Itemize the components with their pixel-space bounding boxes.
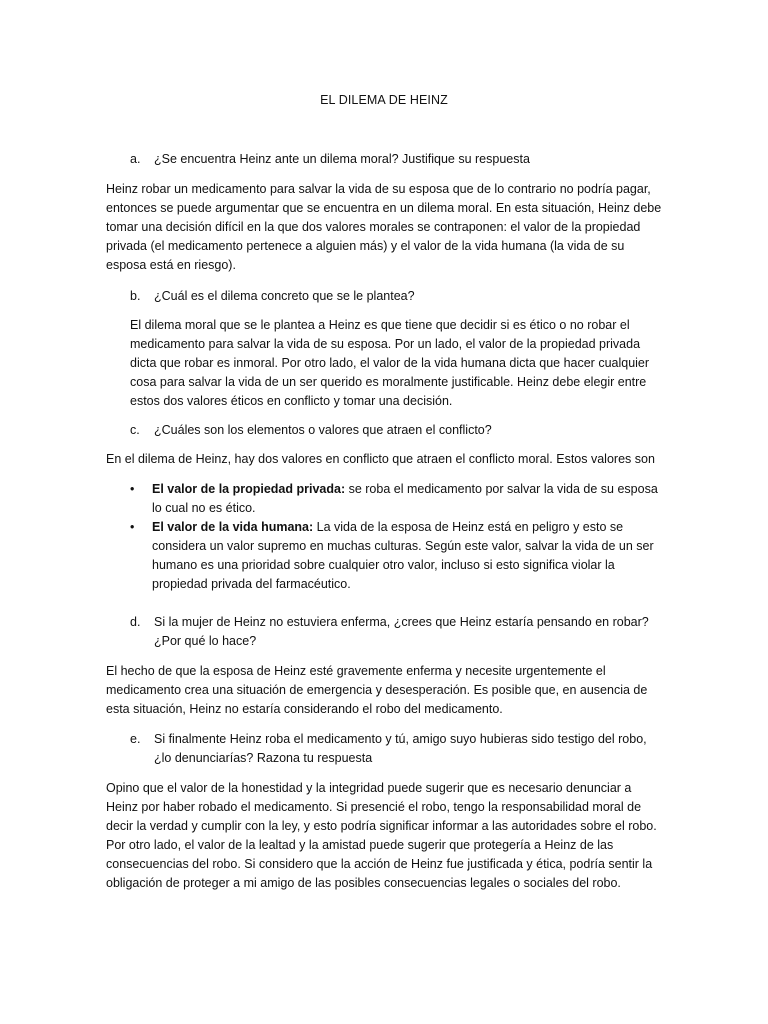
answer-c: En el dilema de Heinz, hay dos valores en conflicto que atraen el conflicto moral. Estos valores son bbox=[106, 452, 655, 466]
answer-a: Heinz robar un medicamento para salvar la vida de su esposa que de lo contrario no podría pagar, entonces se puede argumentar que se encuentra en un dilema moral. En esta situación, Heinz debe tomar una decisión difícil en la que dos valores morales se contraponen: el valor de la propiedad privada (el medicamento pertenece a alguien más) y el valor de la vida humana (la vida de su esposa está en riesgo). bbox=[106, 182, 662, 272]
bullet-icon: • bbox=[130, 520, 135, 534]
question-a-letter: a. bbox=[130, 152, 141, 166]
question-e bbox=[106, 730, 662, 768]
question-b-text: ¿Cuál es el dilema concreto que se le plantea? bbox=[154, 289, 415, 303]
question-c-text: ¿Cuáles son los elementos o valores que atraen el conflicto? bbox=[154, 423, 492, 437]
list-item-heading: El valor de la propiedad privada: bbox=[152, 482, 346, 496]
answer-e: Opino que el valor de la honestidad y la integridad puede sugerir que es necesario denunciar a Heinz por haber robado el medicamento. Si presencié el robo, tengo la responsabilidad moral de decir la verdad y cumplir con la ley, y esto podría significar informar a las autoridades sobre el robo. Por otro lado, el valor de la lealtad y la amistad puede sugerir que protegería a Heinz de las consecuencias del robo. Si considero que la acción de Heinz fue justificada y ética, podría sentir la obligación de proteger a mi amigo de las posibles consecuencias legales o sociales del robo. bbox=[106, 781, 657, 890]
question-d-letter: d. bbox=[130, 615, 141, 629]
question-b bbox=[106, 287, 662, 306]
document-body bbox=[106, 150, 662, 893]
question-d-text: Si la mujer de Heinz no estuviera enferma, ¿crees que Heinz estaría pensando en robar? ¿Por qué lo hace? bbox=[154, 615, 649, 648]
document-title: EL DILEMA DE HEINZ bbox=[320, 93, 448, 107]
list-item-heading: El valor de la vida humana: bbox=[152, 520, 314, 534]
question-a-text: ¿Se encuentra Heinz ante un dilema moral? Justifique su respuesta bbox=[154, 152, 530, 166]
question-c-letter: c. bbox=[130, 423, 140, 437]
answer-b: El dilema moral que se le plantea a Heinz es que tiene que decidir si es ético o no robar el medicamento para salvar la vida de su esposa. Por un lado, el valor de la propiedad privada dicta que robar es inmoral. Por otro lado, el valor de la vida humana dicta que hacer cualquier cosa para salvar la vida de un ser querido es moralmente justificable. Heinz debe elegir entre estos dos valores éticos en conflicto y tomar una decisión. bbox=[130, 318, 650, 408]
question-d bbox=[106, 613, 662, 651]
list-item bbox=[130, 518, 662, 594]
bullet-icon: • bbox=[130, 482, 135, 496]
values-list bbox=[130, 480, 662, 594]
list-item-text: se roba el medicamento por salvar la vida de su esposa lo cual no es ético. bbox=[152, 482, 658, 515]
question-c bbox=[106, 421, 662, 440]
list-item-text: La vida de la esposa de Heinz está en peligro y esto se considera un valor supremo en muchas culturas. Según este valor, salvar la vida de un ser humano es una prioridad sobre cualquier otro valor, incluso si esto significa violar la propiedad privada del farmacéutico. bbox=[152, 520, 654, 591]
list-item bbox=[130, 480, 662, 518]
question-a bbox=[106, 150, 662, 169]
answer-d: El hecho de que la esposa de Heinz esté gravemente enferma y necesite urgentemente el medicamento crea una situación de emergencia y desesperación. Es posible que, en ausencia de esta situación, Heinz no estaría considerando el robo del medicamento. bbox=[106, 664, 648, 716]
question-e-text: Si finalmente Heinz roba el medicamento y tú, amigo suyo hubieras sido testigo del robo, ¿lo denunciarías? Razona tu respuesta bbox=[154, 732, 647, 765]
question-b-letter: b. bbox=[130, 289, 141, 303]
question-e-letter: e. bbox=[130, 732, 141, 746]
